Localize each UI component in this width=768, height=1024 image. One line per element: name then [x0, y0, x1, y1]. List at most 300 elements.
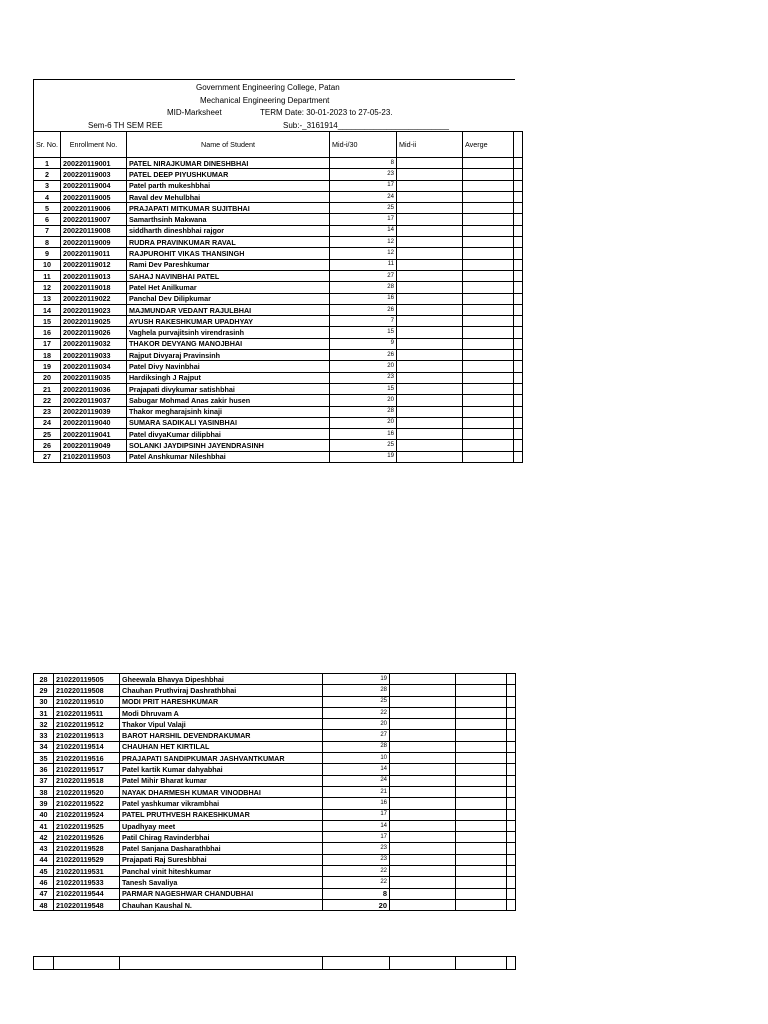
table-row [34, 832, 516, 843]
student-name-cell: Tanesh Savaliya [120, 877, 323, 888]
student-name-cell: PARMAR NAGESHWAR CHANDUBHAI [120, 888, 323, 899]
mid1-mark-cell: 14 [323, 820, 390, 831]
enrollment-cell: 200220119009 [60, 237, 126, 248]
mid1-mark-cell: 14 [323, 764, 390, 775]
student-name-cell: Samarthsinh Makwana [126, 214, 329, 225]
student-name-cell: Chauhan Kaushal N. [120, 899, 323, 910]
enrollment-cell: 210220119522 [54, 798, 120, 809]
col-blank [513, 132, 522, 158]
student-name-cell: RUDRA PRAVINKUMAR RAVAL [126, 237, 329, 248]
table-row [34, 327, 523, 338]
table-row [34, 293, 523, 304]
blank-cell [507, 730, 516, 741]
sr-cell: 28 [34, 674, 54, 685]
average-cell [462, 225, 513, 236]
student-name-cell: Thakor Vipul Valaji [120, 719, 323, 730]
sr-cell: 17 [34, 338, 61, 349]
col-average: Averge [462, 132, 513, 158]
average-cell [462, 169, 513, 180]
sr-cell: 7 [34, 225, 61, 236]
mid2-mark-cell [396, 282, 462, 293]
student-name-cell: Rami Dev Pareshkumar [126, 259, 329, 270]
enrollment-cell: 200220119011 [60, 248, 126, 259]
average-cell [456, 753, 507, 764]
mid2-mark-cell [396, 259, 462, 270]
blank-cell [507, 809, 516, 820]
blank-cell [507, 764, 516, 775]
student-name-cell: MAJMUNDAR VEDANT RAJULBHAI [126, 304, 329, 315]
mid1-mark-cell: 8 [329, 158, 396, 169]
blank-cell [507, 843, 516, 854]
mid2-mark-cell [390, 719, 456, 730]
table-row [34, 674, 516, 685]
sr-cell: 36 [34, 764, 54, 775]
mid1-mark-cell: 26 [329, 304, 396, 315]
mid1-mark-cell: 15 [329, 383, 396, 394]
enrollment-cell: 200220119023 [60, 304, 126, 315]
table-row [34, 316, 523, 327]
average-cell [462, 338, 513, 349]
sr-cell: 3 [34, 180, 61, 191]
enrollment-cell: 210220119533 [54, 877, 120, 888]
mid2-mark-cell [390, 764, 456, 775]
blank-table [33, 956, 516, 970]
mid2-mark-cell [396, 395, 462, 406]
sr-cell: 21 [34, 383, 61, 394]
average-cell [462, 158, 513, 169]
blank-cell [507, 674, 516, 685]
mid2-mark-cell [396, 248, 462, 259]
sr-cell: 37 [34, 775, 54, 786]
semester-label: Sem-6 TH SEM REE [88, 121, 163, 130]
mid2-mark-cell [390, 843, 456, 854]
mid1-mark-cell: 16 [329, 293, 396, 304]
average-cell [462, 191, 513, 202]
table-row [34, 843, 516, 854]
mid2-mark-cell [396, 225, 462, 236]
blank-cell [507, 741, 516, 752]
student-name-cell: Chauhan Pruthviraj Dashrathbhai [120, 685, 323, 696]
sr-cell: 34 [34, 741, 54, 752]
table-row [34, 248, 523, 259]
average-cell [462, 293, 513, 304]
average-cell [456, 685, 507, 696]
mid1-mark-cell: 12 [329, 237, 396, 248]
average-cell [456, 820, 507, 831]
student-name-cell: Patel Mihir Bharat kumar [120, 775, 323, 786]
average-cell [462, 383, 513, 394]
mid1-mark-cell: 23 [323, 843, 390, 854]
sr-cell: 31 [34, 707, 54, 718]
enrollment-cell: 200220119013 [60, 270, 126, 281]
subject-code: Sub:-_3161914_________________________ [283, 121, 449, 130]
table-row [34, 753, 516, 764]
blank-cell [507, 719, 516, 730]
mid1-mark-cell: 7 [329, 316, 396, 327]
sr-cell: 1 [34, 158, 61, 169]
mid2-mark-cell [396, 327, 462, 338]
sr-cell: 12 [34, 282, 61, 293]
table-row [34, 417, 523, 428]
blank-cell [507, 957, 516, 970]
enrollment-cell: 200220119022 [60, 293, 126, 304]
student-name-cell: Patel yashkumar vikrambhai [120, 798, 323, 809]
student-name-cell: MODI PRIT HARESHKUMAR [120, 696, 323, 707]
blank-cell [513, 316, 522, 327]
average-cell [462, 451, 513, 462]
student-name-cell: Patel parth mukeshbhai [126, 180, 329, 191]
sr-cell: 16 [34, 327, 61, 338]
mid1-mark-cell: 27 [329, 270, 396, 281]
student-name-cell: PATEL PRUTHVESH RAKESHKUMAR [120, 809, 323, 820]
mid1-mark-cell: 24 [323, 775, 390, 786]
enrollment-cell: 200220119003 [60, 169, 126, 180]
enrollment-cell: 210220119544 [54, 888, 120, 899]
student-name-cell: Patel Anshkumar Nileshbhai [126, 451, 329, 462]
blank-cell [507, 753, 516, 764]
mid1-mark-cell: 25 [329, 440, 396, 451]
average-cell [462, 372, 513, 383]
average-cell [456, 798, 507, 809]
student-name-cell: AYUSH RAKESHKUMAR UPADHYAY [126, 316, 329, 327]
average-cell [462, 361, 513, 372]
mid2-mark-cell [396, 451, 462, 462]
blank-cell [513, 350, 522, 361]
enrollment-cell: 210220119511 [54, 707, 120, 718]
enrollment-cell: 200220119033 [60, 350, 126, 361]
mid2-mark-cell [396, 180, 462, 191]
mid2-mark-cell [390, 696, 456, 707]
mid1-mark-cell: 25 [323, 696, 390, 707]
mid1-mark-cell: 20 [323, 719, 390, 730]
sr-cell: 45 [34, 866, 54, 877]
marksheet-page-1 [33, 79, 523, 463]
mid2-mark-cell [390, 809, 456, 820]
blank-cell [513, 203, 522, 214]
blank-cell [513, 383, 522, 394]
blank-cell [513, 270, 522, 281]
student-name-cell: Prajapati Raj Sureshbhai [120, 854, 323, 865]
student-name-cell: BAROT HARSHIL DEVENDRAKUMAR [120, 730, 323, 741]
blank-cell [507, 832, 516, 843]
blank-cell [456, 957, 507, 970]
student-name-cell: Panchal Dev Dilipkumar [126, 293, 329, 304]
blank-cell [120, 957, 323, 970]
enrollment-cell: 210220119505 [54, 674, 120, 685]
average-cell [462, 270, 513, 281]
average-cell [456, 888, 507, 899]
mid1-mark-cell: 20 [329, 395, 396, 406]
average-cell [462, 406, 513, 417]
average-cell [462, 350, 513, 361]
marks-rows-2 [34, 674, 516, 911]
average-cell [462, 316, 513, 327]
student-name-cell: PATEL NIRAJKUMAR DINESHBHAI [126, 158, 329, 169]
table-row [34, 372, 523, 383]
table-row [34, 383, 523, 394]
mid1-mark-cell: 23 [323, 854, 390, 865]
average-cell [456, 854, 507, 865]
enrollment-cell: 200220119034 [60, 361, 126, 372]
enrollment-cell: 200220119004 [60, 180, 126, 191]
average-cell [462, 180, 513, 191]
student-name-cell: Patel divyaKumar dilipbhai [126, 429, 329, 440]
mid2-mark-cell [396, 417, 462, 428]
table-row [34, 451, 523, 462]
mid1-mark-cell: 24 [329, 191, 396, 202]
average-cell [462, 440, 513, 451]
blank-cell [513, 406, 522, 417]
sr-cell: 41 [34, 820, 54, 831]
enrollment-cell: 210220119525 [54, 820, 120, 831]
marksheet-page-2 [33, 673, 516, 911]
blank-cell [507, 877, 516, 888]
sr-cell: 39 [34, 798, 54, 809]
student-name-cell: Raval dev Mehulbhai [126, 191, 329, 202]
blank-cell [513, 372, 522, 383]
blank-cell [513, 440, 522, 451]
student-name-cell: Patel kartik Kumar dahyabhai [120, 764, 323, 775]
student-name-cell: Patel Het Anilkumar [126, 282, 329, 293]
table-row [34, 707, 516, 718]
enrollment-cell: 210220119531 [54, 866, 120, 877]
marksheet-blank-rows [33, 956, 516, 970]
mid2-mark-cell [396, 191, 462, 202]
sr-cell: 44 [34, 854, 54, 865]
table-row [34, 429, 523, 440]
mid2-mark-cell [390, 888, 456, 899]
sr-cell: 4 [34, 191, 61, 202]
sr-cell: 10 [34, 259, 61, 270]
average-cell [462, 304, 513, 315]
mid2-mark-cell [396, 406, 462, 417]
mid1-mark-cell: 19 [323, 674, 390, 685]
mid1-mark-cell: 22 [323, 707, 390, 718]
sr-cell: 48 [34, 899, 54, 910]
blank-cell [513, 191, 522, 202]
student-name-cell: Modi Dhruvam A [120, 707, 323, 718]
student-name-cell: Patel Divy Navinbhai [126, 361, 329, 372]
blank-cell [507, 696, 516, 707]
blank-cell [323, 957, 390, 970]
average-cell [456, 832, 507, 843]
mid1-mark-cell: 15 [329, 327, 396, 338]
blank-cell [513, 169, 522, 180]
average-cell [462, 417, 513, 428]
mid1-mark-cell: 20 [323, 899, 390, 910]
table-row [34, 225, 523, 236]
mid2-mark-cell [390, 753, 456, 764]
sr-cell: 22 [34, 395, 61, 406]
mid2-mark-cell [396, 350, 462, 361]
sr-cell: 43 [34, 843, 54, 854]
table-row [34, 820, 516, 831]
blank-cell [513, 293, 522, 304]
average-cell [456, 775, 507, 786]
student-name-cell: PRAJAPATI MITKUMAR SUJITBHAI [126, 203, 329, 214]
enrollment-cell: 200220119040 [60, 417, 126, 428]
table-row [34, 730, 516, 741]
blank-cell [513, 417, 522, 428]
mid2-mark-cell [396, 169, 462, 180]
mid1-mark-cell: 28 [329, 282, 396, 293]
mid1-mark-cell: 16 [323, 798, 390, 809]
sr-cell: 30 [34, 696, 54, 707]
mid2-mark-cell [390, 786, 456, 797]
mid2-mark-cell [396, 214, 462, 225]
col-name: Name of Student [126, 132, 329, 158]
blank-cell [513, 259, 522, 270]
sr-cell: 26 [34, 440, 61, 451]
blank-cell [507, 798, 516, 809]
enrollment-cell: 210220119517 [54, 764, 120, 775]
table-row [34, 361, 523, 372]
sr-cell: 19 [34, 361, 61, 372]
sr-cell: 2 [34, 169, 61, 180]
sr-cell: 32 [34, 719, 54, 730]
sr-cell: 18 [34, 350, 61, 361]
table-row [34, 786, 516, 797]
department-name: Mechanical Engineering Department [200, 96, 330, 105]
table-row [34, 180, 523, 191]
average-cell [456, 866, 507, 877]
mid2-mark-cell [390, 832, 456, 843]
table-row [34, 764, 516, 775]
sr-cell: 13 [34, 293, 61, 304]
blank-cell [507, 786, 516, 797]
enrollment-cell: 210220119518 [54, 775, 120, 786]
blank-cell [507, 899, 516, 910]
mid1-mark-cell: 17 [329, 214, 396, 225]
mid1-mark-cell: 16 [329, 429, 396, 440]
student-name-cell: Upadhyay meet [120, 820, 323, 831]
enrollment-cell: 210220119513 [54, 730, 120, 741]
sr-cell: 20 [34, 372, 61, 383]
term-dates: TERM Date: 30-01-2023 to 27-05-23. [260, 108, 393, 117]
mid2-mark-cell [390, 685, 456, 696]
blank-cell [507, 888, 516, 899]
student-name-cell: siddharth dineshbhai rajgor [126, 225, 329, 236]
mid1-mark-cell: 28 [323, 741, 390, 752]
sr-cell: 15 [34, 316, 61, 327]
blank-cell [34, 957, 54, 970]
mid1-mark-cell: 8 [323, 888, 390, 899]
table-row [34, 741, 516, 752]
mid1-mark-cell: 17 [323, 809, 390, 820]
enrollment-cell: 200220119018 [60, 282, 126, 293]
enrollment-cell: 210220119529 [54, 854, 120, 865]
table-row [34, 259, 523, 270]
enrollment-cell: 200220119007 [60, 214, 126, 225]
mid1-mark-cell: 20 [329, 417, 396, 428]
mid1-mark-cell: 19 [329, 451, 396, 462]
table-row [34, 685, 516, 696]
col-enrollment: Enrollment No. [60, 132, 126, 158]
table-row [34, 866, 516, 877]
sr-cell: 47 [34, 888, 54, 899]
blank-cell [390, 957, 456, 970]
mid2-mark-cell [396, 361, 462, 372]
sr-cell: 9 [34, 248, 61, 259]
average-cell [462, 282, 513, 293]
student-name-cell: SUMARA SADIKALI YASINBHAI [126, 417, 329, 428]
table-row [34, 440, 523, 451]
sr-cell: 23 [34, 406, 61, 417]
sr-cell: 35 [34, 753, 54, 764]
student-name-cell: Vaghela purvajitsinh virendrasinh [126, 327, 329, 338]
table-row [34, 406, 523, 417]
mid1-mark-cell: 20 [329, 361, 396, 372]
sr-cell: 46 [34, 877, 54, 888]
mid2-mark-cell [390, 730, 456, 741]
enrollment-cell: 210220119520 [54, 786, 120, 797]
blank-cell [513, 158, 522, 169]
average-cell [456, 741, 507, 752]
average-cell [462, 395, 513, 406]
table-row [34, 809, 516, 820]
sr-cell: 40 [34, 809, 54, 820]
student-name-cell: Patel Sanjana Dasharathbhai [120, 843, 323, 854]
enrollment-cell: 210220119526 [54, 832, 120, 843]
student-name-cell: Gheewala Bhavya Dipeshbhai [120, 674, 323, 685]
enrollment-cell: 200220119032 [60, 338, 126, 349]
table-row [34, 282, 523, 293]
sr-cell: 5 [34, 203, 61, 214]
marksheet-header [33, 79, 515, 131]
marks-rows-1 [34, 158, 523, 463]
mid2-mark-cell [390, 820, 456, 831]
enrollment-cell: 200220119037 [60, 395, 126, 406]
mid2-mark-cell [396, 237, 462, 248]
mid1-mark-cell: 25 [329, 203, 396, 214]
enrollment-cell: 200220119035 [60, 372, 126, 383]
student-name-cell: Thakor megharajsinh kinaji [126, 406, 329, 417]
mid2-mark-cell [390, 854, 456, 865]
marks-table-2 [33, 673, 516, 911]
average-cell [456, 809, 507, 820]
sr-cell: 24 [34, 417, 61, 428]
student-name-cell: NAYAK DHARMESH KUMAR VINODBHAI [120, 786, 323, 797]
col-mid2: Mid-ii [396, 132, 462, 158]
blank-cell [507, 707, 516, 718]
table-row [34, 158, 523, 169]
blank-cell [513, 214, 522, 225]
average-cell [456, 730, 507, 741]
enrollment-cell: 200220119001 [60, 158, 126, 169]
mid1-mark-cell: 12 [329, 248, 396, 259]
table-row [34, 203, 523, 214]
blank-cell [513, 237, 522, 248]
enrollment-cell: 200220119039 [60, 406, 126, 417]
mid2-mark-cell [390, 707, 456, 718]
mid2-mark-cell [396, 338, 462, 349]
enrollment-cell: 210220119524 [54, 809, 120, 820]
blank-row [34, 957, 516, 970]
enrollment-cell: 200220119049 [60, 440, 126, 451]
table-row [34, 214, 523, 225]
average-cell [456, 764, 507, 775]
enrollment-cell: 200220119012 [60, 259, 126, 270]
sr-cell: 6 [34, 214, 61, 225]
table-row [34, 304, 523, 315]
student-name-cell: CHAUHAN HET KIRTILAL [120, 741, 323, 752]
blank-cell [507, 775, 516, 786]
mid2-mark-cell [396, 304, 462, 315]
average-cell [462, 259, 513, 270]
table-row [34, 899, 516, 910]
mid2-mark-cell [396, 293, 462, 304]
table-row [34, 888, 516, 899]
